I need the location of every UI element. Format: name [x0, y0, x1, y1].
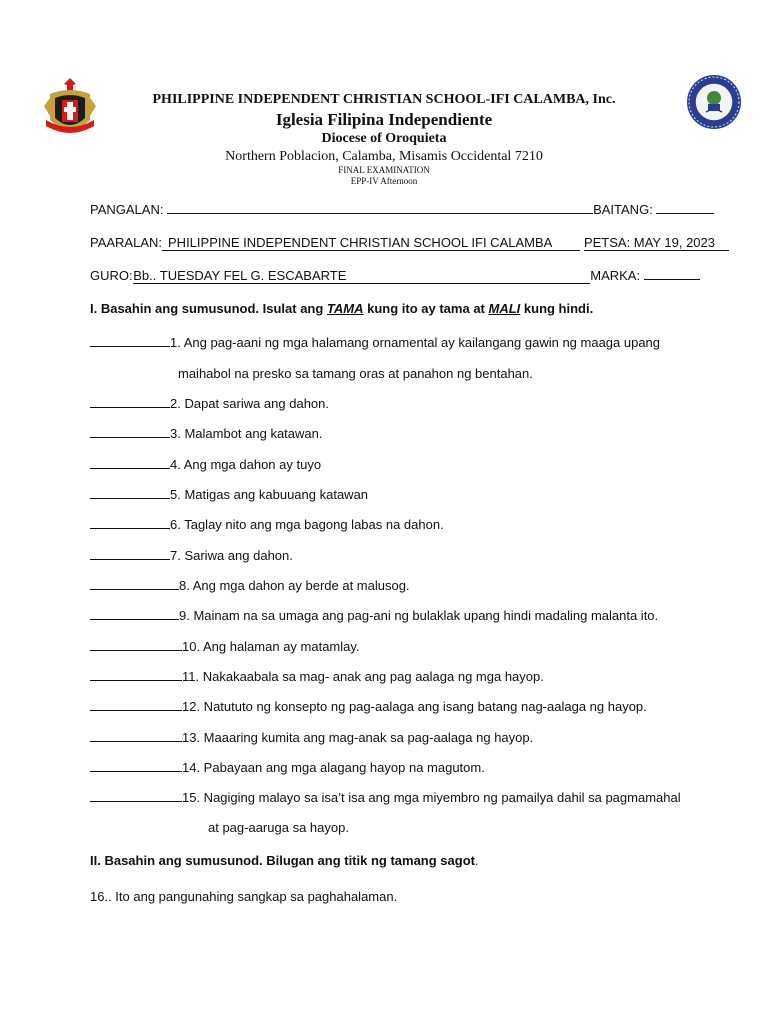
guro-row	[90, 268, 700, 284]
pangalan-label: PANGALAN:	[90, 202, 164, 217]
question-16	[90, 889, 397, 904]
item-text: 5. Matigas ang kabuuang katawan	[170, 487, 369, 502]
list-item	[90, 426, 322, 441]
answer-blank[interactable]	[90, 791, 182, 802]
diocese-name: Diocese of Oroquieta	[321, 131, 447, 146]
item-text: 11. Nakakaabala sa mag- anak ang pag aalaga ng mga hayop.	[182, 669, 544, 684]
answer-blank[interactable]	[90, 397, 170, 408]
answer-blank[interactable]	[90, 518, 170, 529]
marka-field[interactable]	[644, 269, 700, 280]
guro-label: GURO:	[90, 268, 133, 283]
answer-blank[interactable]	[90, 640, 182, 651]
subject-title: EPP-IV Afternoon	[350, 176, 418, 186]
item-text: 4. Ang mga dahon ay tuyo	[170, 457, 322, 472]
baitang-label: BAITANG:	[593, 202, 653, 217]
paaralan-value: PHILIPPINE INDEPENDENT CHRISTIAN SCHOOL IFI CALAMBA	[162, 235, 580, 251]
item-text: 13. Maaaring kumita ang mag-anak sa pag-aalaga ng hayop.	[182, 730, 534, 745]
guro-value: Bb.. TUESDAY FEL G. ESCABARTE	[133, 268, 590, 284]
part1-mali: MALI	[488, 301, 521, 316]
item-text: 7. Sariwa ang dahon.	[170, 548, 293, 563]
list-item	[90, 760, 485, 775]
petsa-value: PETSA: MAY 19, 2023	[584, 235, 729, 251]
baitang-field[interactable]	[656, 203, 714, 214]
part2-title: II. Basahin ang sumusunod. Bilugan ang titik ng tamang sagot	[90, 853, 475, 868]
pangalan-row	[90, 202, 714, 217]
list-item	[90, 335, 660, 350]
part2-instruction: II. Basahin ang sumusunod. Bilugan ang titik ng tamang sagot.	[90, 853, 479, 868]
list-item	[208, 820, 349, 835]
answer-blank[interactable]	[90, 761, 182, 772]
list-item	[90, 730, 533, 745]
list-item	[90, 608, 658, 623]
paaralan-label: PAARALAN:	[90, 235, 163, 250]
list-item	[90, 517, 444, 532]
answer-blank[interactable]	[90, 427, 170, 438]
list-item	[90, 548, 293, 563]
pangalan-field[interactable]	[167, 203, 593, 214]
exam-title: FINAL EXAMINATION	[338, 165, 430, 175]
item-text: 6. Taglay nito ang mga bagong labas na dahon.	[170, 517, 444, 532]
answer-blank[interactable]	[90, 609, 179, 620]
list-item	[90, 669, 544, 684]
answer-blank[interactable]	[90, 458, 170, 469]
school-name: PHILIPPINE INDEPENDENT CHRISTIAN SCHOOL-IFI CALAMBA, Inc.	[152, 92, 616, 107]
list-item	[90, 790, 681, 805]
answer-blank[interactable]	[90, 488, 170, 499]
item-text: maihabol na presko sa tamang oras at panahon ng bentahan.	[178, 366, 533, 381]
address: Northern Poblacion, Calamba, Misamis Occidental 7210	[225, 149, 543, 164]
item-text: 2. Dapat sariwa ang dahon.	[170, 396, 329, 411]
answer-blank[interactable]	[90, 579, 179, 590]
question-16-text: 16.. Ito ang pangunahing sangkap sa paghahalaman.	[90, 889, 398, 904]
list-item	[178, 366, 533, 381]
answer-blank[interactable]	[90, 731, 182, 742]
part1-post: kung hindi.	[520, 301, 594, 316]
item-text: at pag-aaruga sa hayop.	[208, 820, 349, 835]
item-text: 1. Ang pag-aani ng mga halamang ornamental ay kailangang gawin ng maaga upang	[170, 335, 661, 350]
item-text: 14. Pabayaan ang mga alagang hayop na magutom.	[182, 760, 485, 775]
list-item	[90, 699, 647, 714]
list-item	[90, 487, 368, 502]
marka-label: MARKA:	[590, 268, 641, 283]
part1-pre: I. Basahin ang sumusunod. Isulat ang	[90, 301, 327, 316]
list-item	[90, 396, 329, 411]
answer-blank[interactable]	[90, 336, 170, 347]
item-text: 8. Ang mga dahon ay berde at malusog.	[179, 578, 410, 593]
item-text: 3. Malambot ang katawan.	[170, 426, 323, 441]
part1-mid: kung ito ay tama at	[363, 301, 489, 316]
list-item	[90, 457, 321, 472]
item-text: 9. Mainam na sa umaga ang pag-ani ng bulaklak upang hindi madaling malanta ito.	[179, 608, 659, 623]
church-name: Iglesia Filipina Independiente	[275, 110, 493, 129]
item-text: 15. Nagiging malayo sa isa’t isa ang mga miyembro ng pamailya dahil sa pagmamahal	[182, 790, 681, 805]
list-item	[90, 639, 360, 654]
paaralan-row	[90, 235, 729, 251]
part1-tama: TAMA	[326, 301, 364, 316]
item-text: 12. Natututo ng konsepto ng pag-aalaga ang isang batang nag-aalaga ng hayop.	[182, 699, 647, 714]
answer-blank[interactable]	[90, 549, 170, 560]
item-text: 10. Ang halaman ay matamlay.	[182, 639, 360, 654]
answer-blank[interactable]	[90, 700, 182, 711]
list-item	[90, 578, 410, 593]
answer-blank[interactable]	[90, 670, 182, 681]
part1-instruction	[90, 301, 593, 316]
